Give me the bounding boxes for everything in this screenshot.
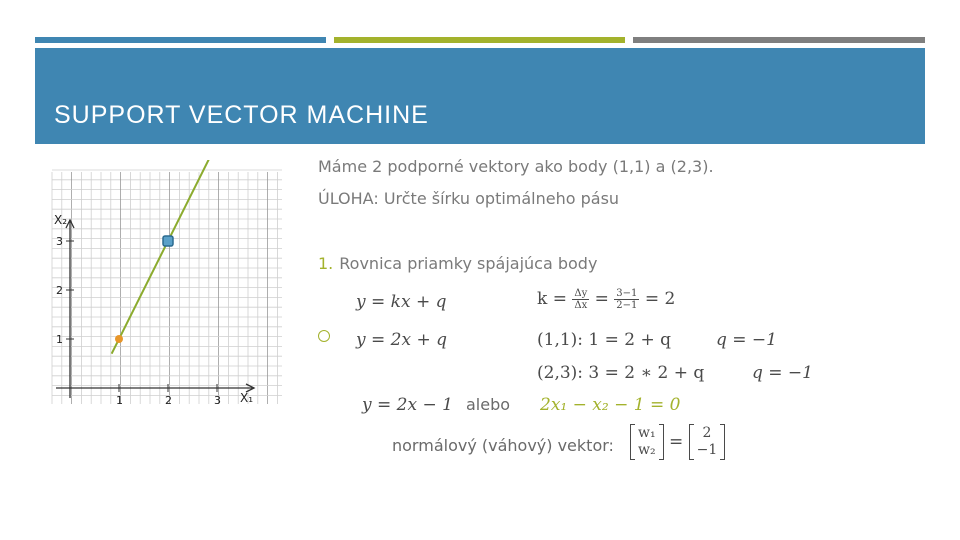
ticks: [56, 235, 221, 407]
eq-point2: (2,3): 3 = 2 ∗ 2 + q: [537, 363, 705, 383]
connecting-line: [112, 160, 220, 354]
y-tick-label: 2: [56, 284, 63, 297]
v1: 2: [702, 425, 712, 441]
value-column: [694, 425, 721, 459]
value-vector: [689, 424, 726, 460]
x-tick-label: 3: [214, 394, 221, 407]
step-1-number: 1.: [318, 254, 334, 273]
x-tick-label: 2: [165, 394, 172, 407]
accent-bar-blue: [35, 37, 326, 43]
w-column: [635, 425, 659, 459]
step-1: [318, 254, 597, 273]
y-tick-label: 1: [56, 333, 63, 346]
x-axis-label: X₁: [240, 391, 254, 405]
grid: [52, 170, 282, 404]
accent-bar-green: [334, 37, 625, 43]
slope-eq: =: [594, 289, 609, 309]
w1: w₁: [638, 425, 656, 441]
slope-frac-delta: [572, 288, 589, 311]
coordinate-figure: [42, 160, 292, 410]
normal-vector-label: normálový (váhový) vektor:: [392, 436, 614, 455]
slope-frac-values: [614, 288, 639, 311]
w-vector: [630, 424, 664, 460]
eq-point1-result: q = −1: [716, 330, 777, 350]
axes: [54, 213, 254, 405]
eq-implicit: 2x₁ − x₂ − 1 = 0: [540, 395, 681, 415]
x-tick-label: 1: [116, 394, 123, 407]
w2: w₂: [638, 442, 656, 458]
task-text: ÚLOHA: Určte šírku optimálneho pásu: [318, 189, 620, 208]
vector-eq: =: [669, 432, 684, 452]
normal-vector-eq: [630, 424, 725, 460]
step-1-text: Rovnica priamky spájajúca body: [339, 254, 598, 273]
frac-den: 2−1: [616, 300, 638, 311]
bracket-right: [659, 424, 664, 460]
accent-bar-gray: [633, 37, 925, 43]
slope-lhs: k =: [537, 289, 567, 309]
eq-point1: (1,1): 1 = 2 + q: [537, 330, 672, 350]
v2: −1: [696, 442, 718, 458]
bullet-circle-icon: [318, 330, 330, 342]
eq-line-general: y = kx + q: [356, 292, 447, 312]
eq-point2-result: q = −1: [752, 363, 813, 383]
support-vector-point: [115, 335, 123, 343]
bracket-right: [720, 424, 725, 460]
support-vectors-text: Máme 2 podporné vektory ako body (1,1) a (2,3).: [318, 157, 714, 176]
eq-slope: [537, 288, 675, 311]
frac-num: 3−1: [616, 288, 638, 299]
slope-result: = 2: [644, 289, 676, 309]
support-vector-point: [163, 236, 173, 246]
slide-title: SUPPORT VECTOR MACHINE: [54, 101, 429, 129]
or-word: alebo: [466, 395, 511, 414]
y-tick-label: 3: [56, 235, 63, 248]
eq-line-slope: y = 2x + q: [356, 330, 447, 350]
y-axis-label: X₂: [54, 213, 68, 227]
eq-line-final: y = 2x − 1: [362, 395, 453, 415]
frac-den: Δx: [574, 300, 588, 311]
frac-num: Δy: [574, 288, 588, 299]
